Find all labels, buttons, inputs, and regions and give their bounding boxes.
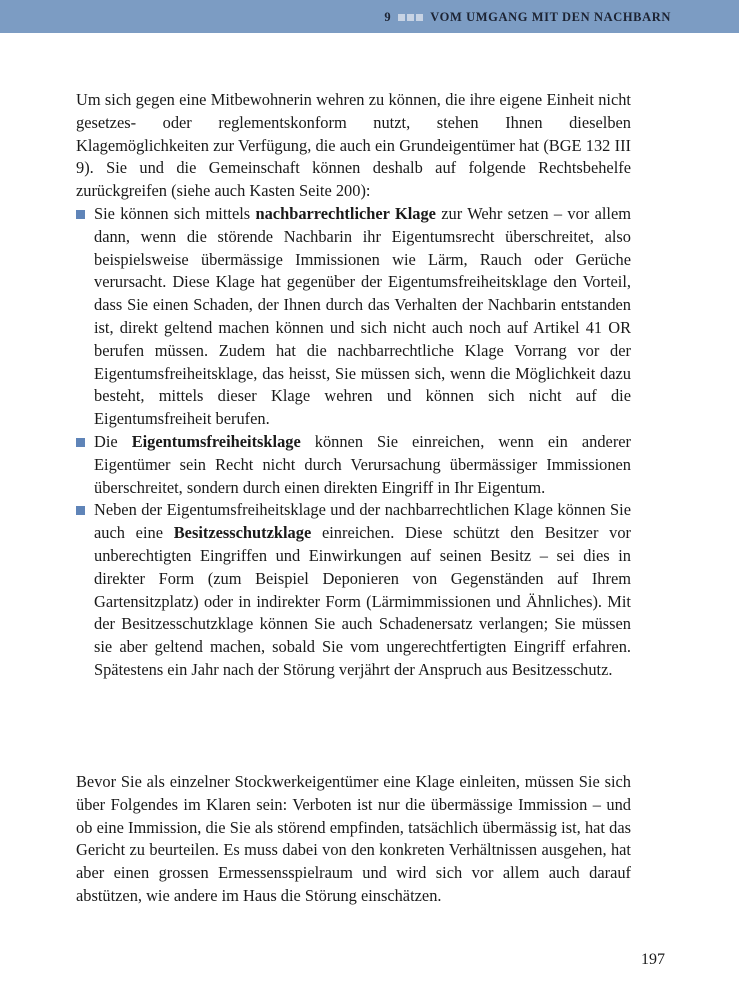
chapter-number: 9 <box>384 10 392 24</box>
square-icon <box>398 14 405 21</box>
page-number: 197 <box>641 951 665 968</box>
chapter-heading <box>384 10 671 25</box>
term-highlight: nachbarrechtlicher Klage <box>255 203 436 223</box>
remedies-list <box>76 203 631 682</box>
intro-paragraph: Um sich gegen eine Mitbewohnerin wehren zu können, die ihre eigene Einheit nicht gesetzes- oder reglementskonform nutzt, stehen Ihnen dieselben Klagemöglichkeiten zur Verfügung, die auch ein Grundeigentümer hat (BGE 132 III 9). Sie und die Gemeinschaft können deshalb auf folgende Rechtsbehelfe zurückgreifen (siehe auch Kasten Seite 200): <box>76 90 631 201</box>
running-header <box>0 0 739 33</box>
square-bullet-icon <box>76 506 85 515</box>
list-item: Die Eigentumsfreiheitsklage können Sie einreichen, wenn ein anderer Eigentümer sein Recht nicht durch Verursachung übermässiger Immissionen überschreitet, sondern durch einen direkten Eingriff in Ihr Eigentum. <box>76 431 631 499</box>
list-item: Neben der Eigentumsfreiheitsklage und der nachbarrechtlichen Klage können Sie auch eine Besitzesschutzklage einreichen. Diese schützt den Besitzer vor unberechtigten Eingriffen und Einwirkungen auf seinen Besitz – sei dies in direkter Form (zum Beispiel Deponieren von Gegenständen auf Ihrem Gartensitzplatz) oder in indirekter Form (Lärmimmissionen und Ähnliches). Mit der Besitzesschutzklage können Sie auch Schadenersatz verlangen; Sie müssen sie aber geltend machen, sobald Sie vom ungerechtfertigten Eingriff erfahren. Spätestens ein Jahr nach der Störung verjährt der Anspruch aus Besitzesschutz. <box>76 499 631 681</box>
closing-paragraph: Bevor Sie als einzelner Stockwerkeigentümer eine Klage einleiten, müssen Sie sich über Folgendes im Klaren sein: Verboten ist nur die übermässige Immission – und ob eine Immission, die Sie als störend empfinden, tatsächlich übermässig ist, hat das Gericht zu beurteilen. Es muss dabei von den konkreten Verhältnissen ausgehen, hat aber einen grossen Ermessensspielraum und wird sich vor allem auch darauf abstützen, wie andere im Haus die Störung einschätzen. <box>76 772 631 905</box>
square-bullet-icon <box>76 210 85 219</box>
square-bullet-icon <box>76 438 85 447</box>
square-icon <box>416 14 423 21</box>
square-icon <box>407 14 414 21</box>
chapter-title: VOM UMGANG MIT DEN NACHBARN <box>430 10 671 24</box>
list-item: Sie können sich mittels nachbarrechtlicher Klage zur Wehr setzen – vor allem dann, wenn die störende Nachbarin ihr Eigentumsrecht überschreitet, also beispielsweise übermässige Immissionen wie Lärm, Rauch oder Gerüche verursacht. Diese Klage hat gegenüber der Eigentumsfreiheitsklage den Vorteil, dass Sie einen Schaden, der Ihnen durch das Verhalten der Nachbarin entstanden ist, direkt geltend machen können und sich nicht auch noch auf Artikel 41 OR berufen müssen. Zudem hat die nachbarrechtliche Klage Vorrang vor der Eigentumsfreiheitsklage, das heisst, Sie müssen sich, wenn die Möglichkeit dazu besteht, mittels dieser Klage wehren und können sich nicht auf die Eigentumsfreiheit berufen. <box>76 203 631 431</box>
term-highlight: Besitzesschutzklage <box>173 523 312 543</box>
body-text-section <box>76 89 631 682</box>
decorative-squares-icon <box>398 14 423 21</box>
term-highlight: Eigentumsfreiheitsklage <box>131 431 301 451</box>
closing-section <box>76 771 631 908</box>
